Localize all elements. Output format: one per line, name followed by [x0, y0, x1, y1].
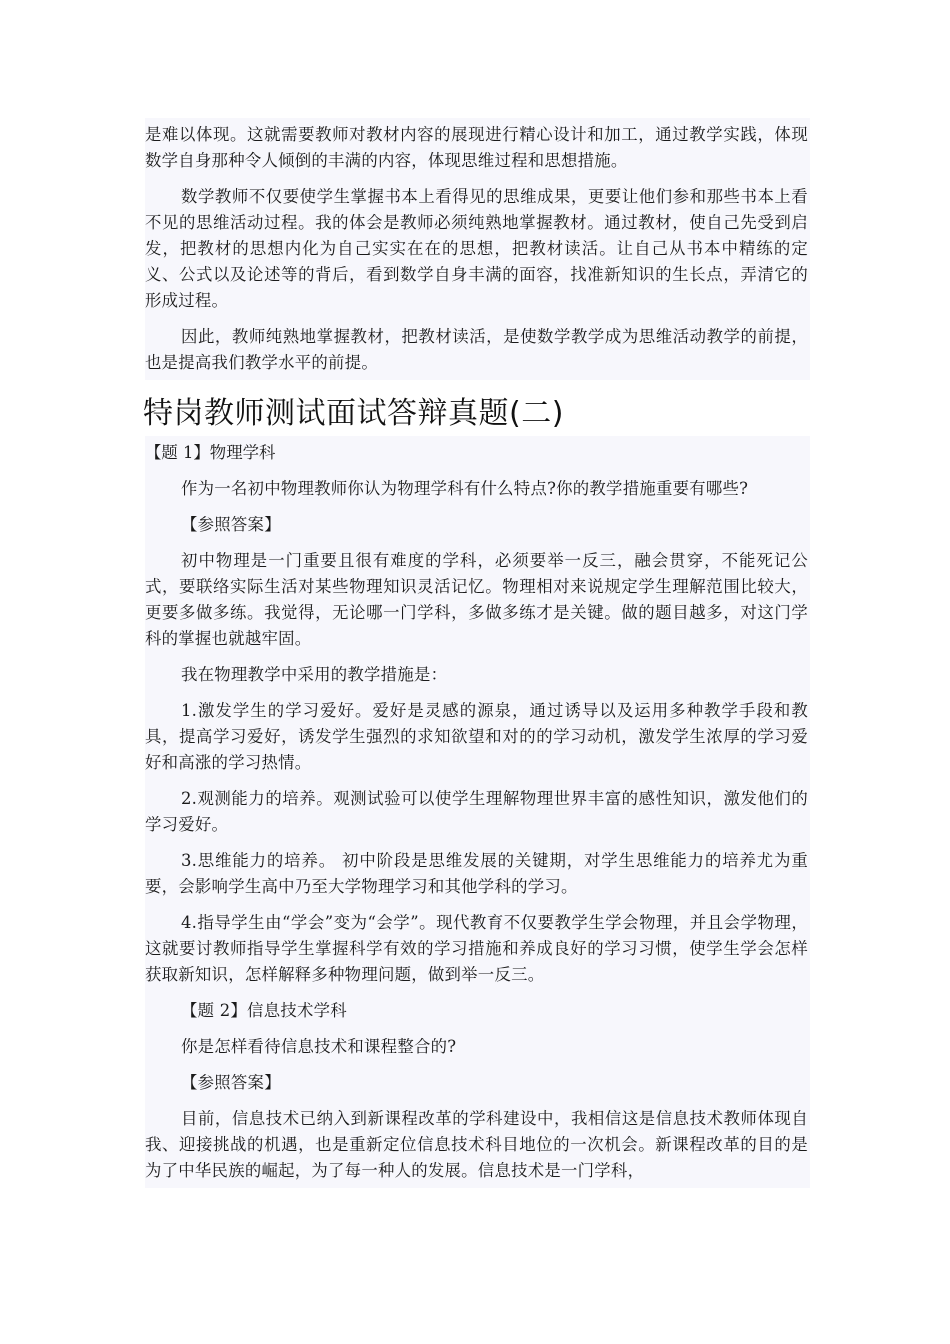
measure-item: 3.思维能力的培养。 初中阶段是思维发展的关键期，对学生思维能力的培养尤为重要，会影响学生高中乃至大学物理学习和其他学科的学习。 [145, 851, 808, 896]
question-label: 【题 2】信息技术学科 [181, 1001, 347, 1020]
measure-item: 4.指导学生由“学会”变为“会学”。现代教育不仅要教学生学会物理，并且会学物理，这就要讨教师指导学生掌握科学有效的学习措施和养成良好的学习习惯，使学生学会怎样获取新知识，怎样解释多种物理问题，做到举一反三。 [145, 913, 808, 984]
question-text: 作为一名初中物理教师你认为物理学科有什么特点?你的教学措施重要有哪些? [181, 479, 749, 498]
answer-intro: 我在物理教学中采用的教学措施是： [181, 665, 448, 684]
top-section [145, 118, 810, 380]
paragraph: 是难以体现。这就需要教师对教材内容的展现进行精心设计和加工，通过教学实践，体现数学自身那种令人倾倒的丰满的内容，体现思维过程和思想措施。 [145, 125, 808, 170]
answer-label: 【参照答案】 [181, 515, 281, 534]
answer-text: 目前，信息技术已纳入到新课程改革的学科建设中，我相信这是信息技术教师体现自我、迎接挑战的机遇，也是重新定位信息技术科目地位的一次机会。新课程改革的目的是为了中华民族的崛起，为了每一种人的发展。信息技术是一门学科， [145, 1109, 808, 1180]
question-label: 【题 1】物理学科 [145, 443, 276, 462]
question-text: 你是怎样看待信息技术和课程整合的? [181, 1037, 457, 1056]
paragraph: 因此，教师纯熟地掌握教材，把教材读活，是使数学教学成为思维活动教学的前提，也是提高我们教学水平的前提。 [145, 327, 808, 372]
measure-item: 1.激发学生的学习爱好。爱好是灵感的源泉，通过诱导以及运用多种教学手段和教具，提高学习爱好，诱发学生强烈的求知欲望和对的的学习动机，激发学生浓厚的学习爱好和高涨的学习热情。 [145, 701, 808, 772]
section-heading: 特岗教师测试面试答辩真题(二) [143, 396, 564, 431]
document-page [145, 118, 810, 1188]
measure-item: 2.观测能力的培养。观测试验可以使学生理解物理世界丰富的感性知识，激发他们的学习爱好。 [145, 789, 808, 834]
paragraph: 数学教师不仅要使学生掌握书本上看得见的思维成果，更要让他们参和那些书本上看不见的思维活动过程。我的体会是教师必须纯熟地掌握教材。通过教材，使自己先受到启发，把教材的思想内化为自己实实在在的思想，把教材读活。让自己从书本中精练的定义、公式以及论述等的背后，看到数学自身丰满的面容，找准新知识的生长点，弄清它的形成过程。 [145, 187, 808, 310]
answer-text: 初中物理是一门重要且很有难度的学科，必须要举一反三，融会贯穿，不能死记公式，要联络实际生活对某些物理知识灵活记忆。物理相对来说规定学生理解范围比较大，更要多做多练。我觉得，无论哪一门学科，多做多练才是关键。做的题目越多，对这门学科的掌握也就越牢固。 [145, 551, 808, 648]
answer-label: 【参照答案】 [181, 1073, 281, 1092]
question-section [145, 436, 810, 1188]
